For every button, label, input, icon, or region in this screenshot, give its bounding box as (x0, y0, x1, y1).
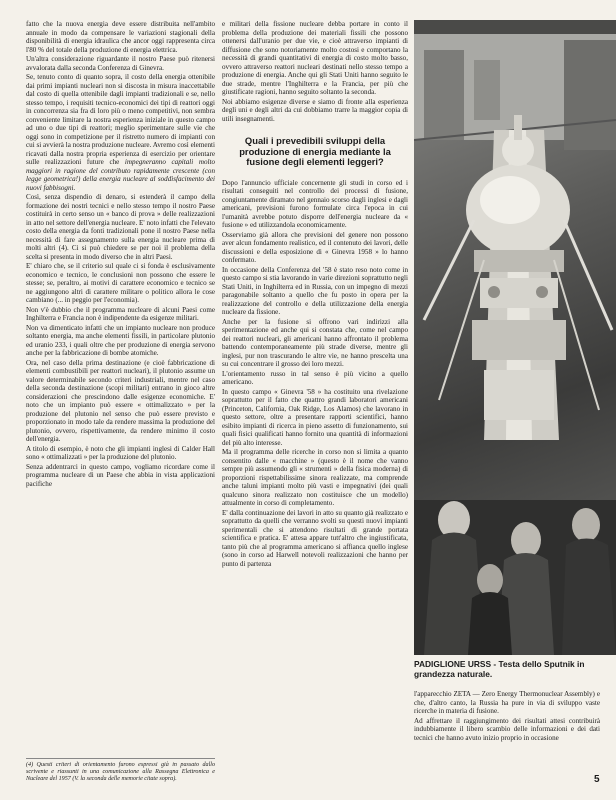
paragraph (26, 73, 215, 192)
page-number: 5 (594, 774, 600, 785)
paragraph: A titolo di esempio, è noto che gli impianti inglesi di Calder Hall sono « ottimalizzati » per la produzione del plutonio. (26, 444, 215, 461)
paragraph: Senza addentrarci in questo campo, vogliamo ricordare come il programma nucleare di un Paese che abbia in vista applicazioni pacifiche (26, 462, 215, 488)
sputnik-photo-illustration (414, 20, 616, 655)
paragraph: Un'altra considerazione riguardante il nostro Paese può ritenersi avvalorata dalla seconda Conferenza di Ginevra. (26, 55, 215, 72)
paragraph: e militari della fissione nucleare debba portare in conto il problema della produzione dei materiali fissili che possono ottenersi dall'uranio per due vie, e cioè attraverso impianti di diffusione che sono notoriamente molto costosi e comportano la necessità di grandi quantitativi di energia di costo molto basso, ovvero attraverso reattori nucleari destinati nello stesso tempo a produzione di energia. Anche qui gli Stati Uniti hanno seguito le due strade, mentre l'Inghilterra e la Francia, per più che giustificate ragioni, hanno seguito soltanto la seconda. (222, 20, 408, 96)
paragraph: In occasione della Conferenza del '58 è stato reso noto come in questo campo si stia lavorando in varie direzioni soprattutto negli Stati Uniti, in Inghilterra ed in Russia, con un impegno di mezzi paragonabile soltanto a quello che fu posto in opera per la realizzazione del controllo e della utilizzazione della energia nucleare da fissione. (222, 265, 408, 317)
paragraph: Così, senza dispendio di denaro, si estenderà il campo della formazione dei nostri tecnici e nello stesso tempo il nostro Paese costituirà in certo senso un « banco di prova » delle realizzazioni in atto nel settore dell'energia nucleare. E' noto infatti che l'elevato costo della energia da fonti tradizionali pone il nostro Paese nella necessità di fare assegnamento sulla energia nucleare prima di molti altri (4). Ci si può chiedere se per noi il problema della scelta si presenta in modo diverso che in altri Paesi. (26, 193, 215, 261)
photo-caption: PADIGLIONE URSS - Testa dello Sputnik in grandezza naturale. (414, 659, 585, 679)
paragraph: Dopo l'annuncio ufficiale concernente gli studi in corso ed i risultati conseguiti nel controllo dei processi di fusione, congiuntamente diramato nel gennaio scorso dagli inglesi e dagli americani, previsioni furono formulate circa l'epoca in cui l'umanità avrebbe potuto disporre dell'energia nucleare da « fusione » ed utilizzandola economicamente. (222, 178, 408, 230)
paragraph: Non va dimenticato infatti che un impianto nucleare non produce soltanto energia, ma anche elementi fissili, in particolare plutonio ed uranio 233, i quali oltre che per produzione di energia servono anche per la fabbricazione di bombe atomiche. (26, 323, 215, 357)
paragraph: Non v'è dubbio che il programma nucleare di alcuni Paesi come Inghilterra e Francia non è indipendente da esigenze militari. (26, 305, 215, 322)
paragraph: Noi abbiamo esigenze diverse e siamo di fronte alla esperienza degli uni e degli altri da cui dobbiamo trarre la maggior copia di utili insegnamenti. (222, 97, 408, 123)
text-column-middle (222, 20, 408, 790)
paragraph: E' chiaro che, se il criterio sul quale ci si fonda è esclusivamente economico e tecnico, le conclusioni non possono che essere le stesse; se, peraltro, ai motivi di carattere economico e tecnico se ne aggiungono altri di carattere militare o politico allora le cose cambiano (... in peggio per l'economia). (26, 262, 215, 304)
paragraph: Ora, nel caso della prima destinazione (e cioè fabbricazione di elementi combustibili per reattori nucleari), il plutonio assume un valore determinabile secondo criteri industriali, mentre nel caso della seconda destinazione (scopi militari) entrano in gioco altre considerazioni che prescindono dalle esigenze economiche. E' noto che un impianto può essere « ottimalizzato » per la produzione del plutonio nel senso che può essere previsto e proporzionato in modo tale da rendere massima la produzione del plutonio, ovvero, rispettivamente, da rendere minimo il costo dell'energia. (26, 358, 215, 443)
paragraph: E' dalla continuazione dei lavori in atto su quanto già realizzato e soprattutto da quelli che verranno svolti su questi nuovi impianti sperimentali che si attendono risultati di grande portata scientifica e pratica. E' attesa appare tutt'altro che ingiustificata, tanto più che al programma americano si affianca quello inglese (sono in corso ad Harwell notevoli realizzazioni che hanno per punto di partenza (222, 508, 408, 568)
paragraph: L'orientamento russo in tal senso è più vicino a quello americano. (222, 369, 408, 387)
emphasized-text: impegneranno capitali molto maggiori in ragione del contributo rapidamente crescente (con legge geometrica!) della energia nucleare al soddisfacimento dei nuovi fabbisogni. (26, 158, 215, 192)
sputnik-photo (414, 20, 616, 655)
paragraph: In questo campo « Ginevra '58 » ha costituito una rivelazione soprattutto per il fatto che quattro grandi laboratori americani (Princeton, California, Oak Ridge, Los Alamos) che lavorano in questo settore, oltre a presentare rapporti scientifici, hanno esibito impianti di ricerca in pieno assetto di funzionamento, sui quali fisici qualificati hanno fornito una quantità di informazioni del più alto interesse. (222, 387, 408, 447)
text-column-left (26, 20, 215, 755)
paragraph-text: Se, tenuto conto di quanto sopra, il costo della energia ottenibile dai primi impianti nucleari non si discosta in misura inaccettabile dal costo di quella ottenibile dagli impianti tradizionali e se, nello stesso tempo, i requisiti tecnico-economici dei tipi di reattori oggi in concorrenza sia fra di loro più o meno competitivi, non sembra conveniente limitare la nostra esperienza iniziale in questo campo ad uno o due tipi di reattori; meglio sperimentare sulle vie che oggi sono in competizione per il ristretto numero di impianti con cui si avvierà la nostra produzione nucleare. Avremo così elementi ricavati dalla nostra propria esperienza di esercizio per orientare sulle realizzazioni future che (26, 73, 215, 166)
paragraph: l'apparecchio ZETA — Zero Energy Thermonuclear Assembly) e che, d'altro canto, la Russia ha pure in via di sviluppo vaste ricerche in materia di fusione. (414, 690, 600, 715)
paragraph: Osserviamo già allora che previsioni del genere non possono aver alcun fondamento realistico, ed il contenuto dei lavori, delle discussioni e della esposizione di « Ginevra 1958 » lo hanno confermato. (222, 230, 408, 265)
section-heading: Quali i prevedibili sviluppi della produzione di energia mediante la fusione degli elementi leggeri? (239, 135, 391, 168)
paragraph: Ad affrettare il raggiungimento dei risultati attesi contribuirà indubbiamente il libero scambio delle informazioni e dei dati tecnici che hanno avuto inizio proprio in occasione (414, 716, 600, 742)
footnote: (4) Questi criteri di orientamento furono espressi già in passato dallo scrivente e riassunti in una comunicazione alla Rassegna Elettronica e Nucleare del 1957 (V. la seconda delle memorie citate sopra). (26, 758, 215, 784)
paragraph: Ma il programma delle ricerche in corso non si limita a quanto consentito dalle « macchine » (questo è il nome che vanno sempre più assumendo gli « strumenti » della fisica moderna) di proporzioni rispettabilissime sinora realizzate, ma comprende anche taluni impianti molto più vasti e impegnativi (dei quali qualcuno sinora realizzato non costituisce che un modello) attualmente in corso di completamento. (222, 448, 408, 508)
text-column-right (414, 690, 600, 790)
paragraph: fatto che la nuova energia deve essere distribuita nell'ambito annuale in modo da compensare le variazioni stagionali della disponibilità di energia idraulica che ancor oggi rappresenta circa l'80 % del totale della produzione di energia elettrica. (26, 20, 215, 54)
paragraph: Anche per la fusione si offrono vari indirizzi alla sperimentazione ed anche qui si constata che, come nel campo dei reattori nucleari, gli americani hanno affrontato il problema battendo contemporaneamente più strade diverse, mentre gli inglesi, pur non trascurando le altre vie, ne hanno prescelta una su cui concentrare il grosso dei loro mezzi. (222, 317, 408, 369)
